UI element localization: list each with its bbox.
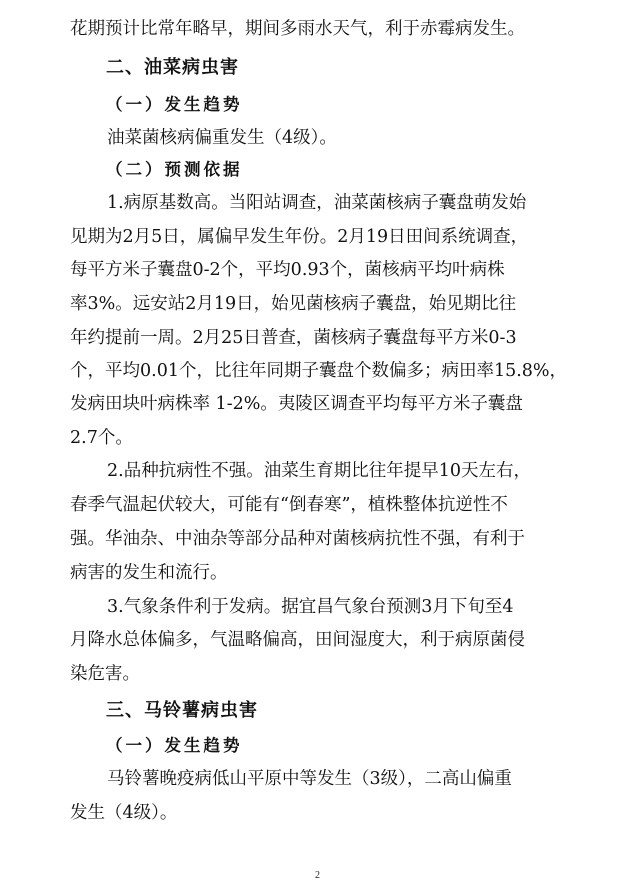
subsection-heading: （一）发生趋势	[106, 95, 243, 114]
section-heading: 二、油菜病虫害	[106, 57, 239, 78]
paragraph-line: 月降水总体偏多，气温略偏高，田间湿度大，利于病原菌侵	[70, 630, 525, 650]
paragraph-line: 个，平均0.01个，比往年同期子囊盘个数偏多；病田率15.8%，	[70, 361, 568, 381]
paragraph-line: 发病田块叶病株率 1-2%。夷陵区调查平均每平方米子囊盘	[70, 394, 523, 414]
paragraph-line: 2.品种抗病性不强。油菜生育期比往年提早10天左右，	[107, 461, 531, 481]
paragraph-line: 2.7个。	[70, 428, 133, 448]
paragraph-line: 马铃薯晚疫病低山平原中等发生（3级），二高山偏重	[107, 769, 512, 789]
paragraph-line: 年约提前一周。2月25日普查，菌核病子囊盘每平方米0-3	[70, 328, 517, 348]
page-number: 2	[315, 870, 320, 881]
paragraph-line: 病害的发生和流行。	[70, 563, 228, 583]
paragraph-line: 强。华油杂、中油杂等部分品种对菌核病抗性不强，有利于	[70, 529, 525, 549]
paragraph-line: 花期预计比常年略早，期间多雨水天气，利于赤霉病发生。	[70, 19, 525, 39]
paragraph-line: 油菜菌核病偏重发生（4级）。	[107, 128, 337, 148]
paragraph-line: 每平方米子囊盘0-2个，平均0.93个，菌核病平均叶病株	[70, 260, 505, 280]
paragraph-line: 1.病原基数高。当阳站调查，油菜菌核病子囊盘萌发始	[107, 193, 527, 213]
section-heading: 三、马铃薯病虫害	[106, 700, 258, 721]
subsection-heading: （二）预测依据	[106, 160, 243, 179]
paragraph-line: 染危害。	[70, 664, 140, 684]
paragraph-line: 发生（4级）。	[70, 803, 178, 823]
paragraph-line: 见期为2月5日，属偏早发生年份。2月19日田间系统调查，	[70, 227, 529, 247]
paragraph-line: 春季气温起伏较大，可能有“倒春寒”，植株整体抗逆性不	[70, 495, 508, 515]
subsection-heading: （一）发生趋势	[106, 736, 243, 755]
paragraph-line: 3.气象条件利于发病。据宜昌气象台预测3月下旬至4	[107, 597, 514, 617]
paragraph-line: 率3%。远安站2月19日，始见菌核病子囊盘，始见期比往	[70, 294, 517, 314]
